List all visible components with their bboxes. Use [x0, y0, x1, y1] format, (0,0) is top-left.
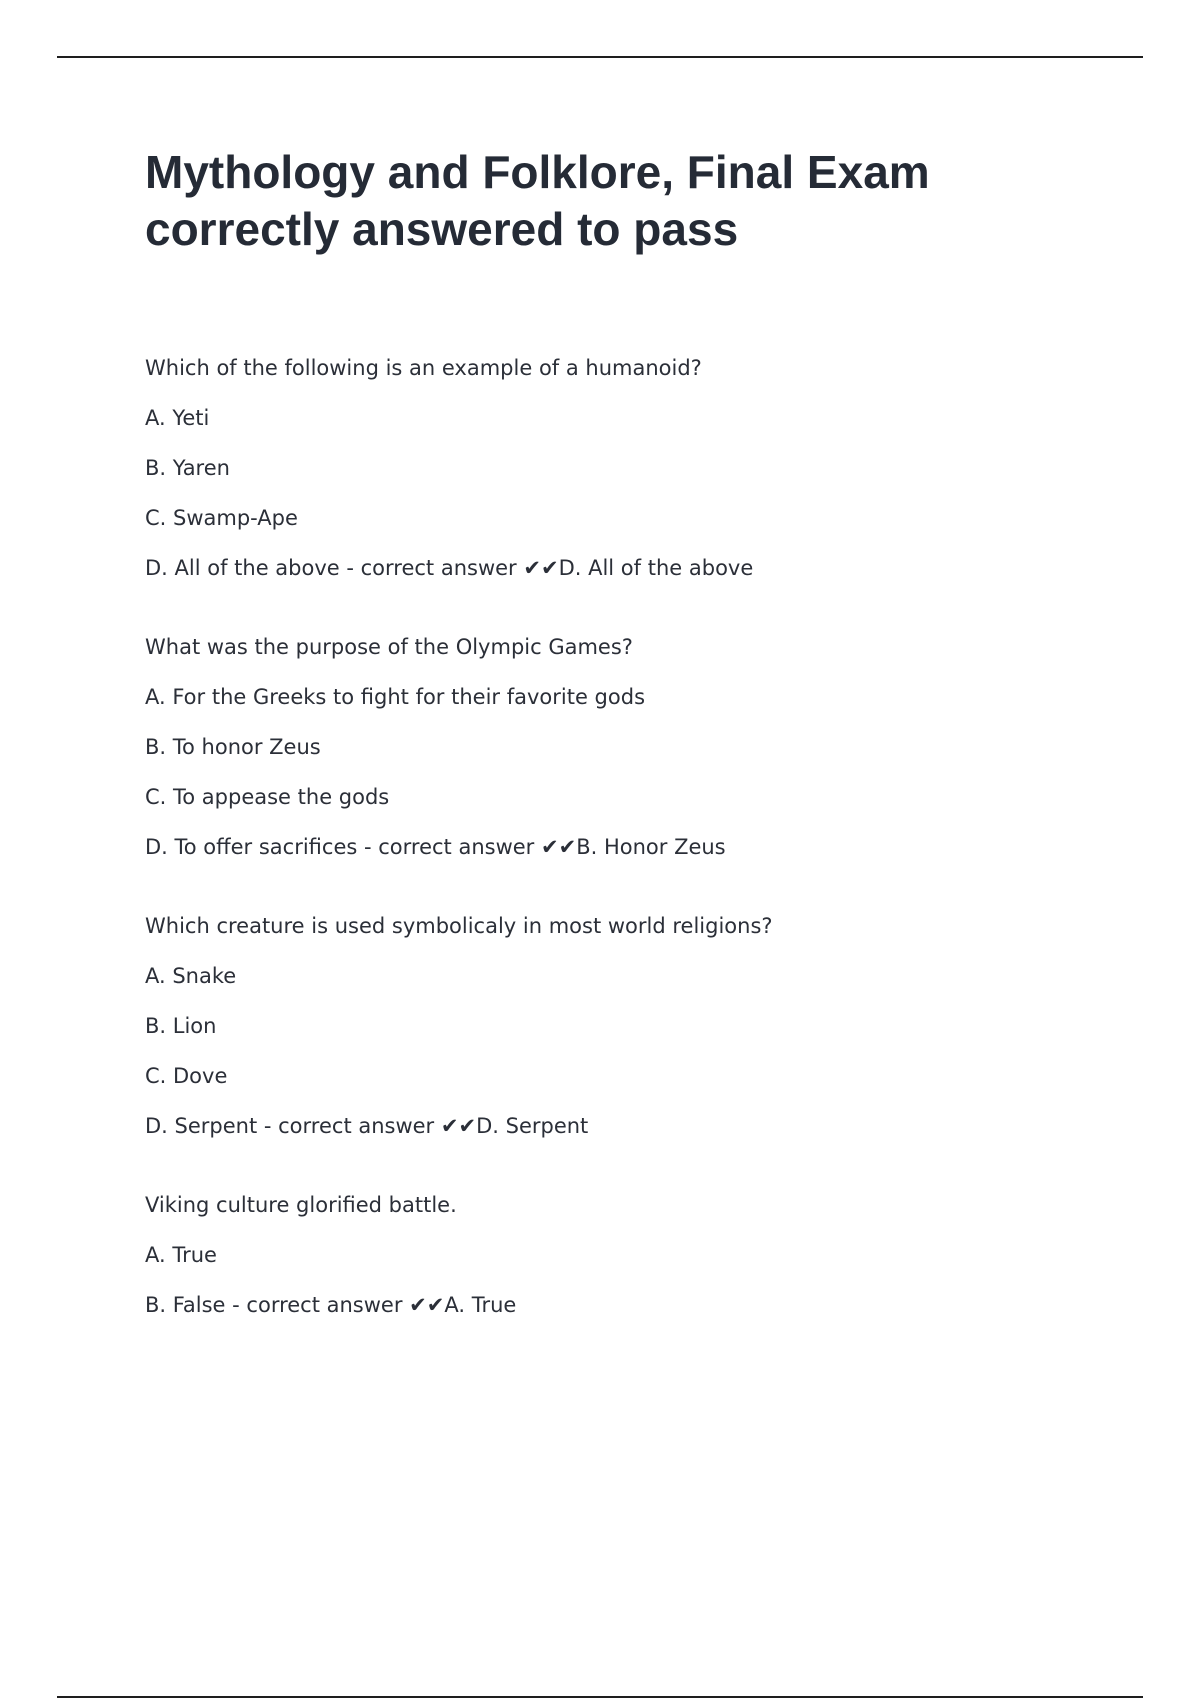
double-check-icon: ✔✔: [541, 835, 577, 859]
answer-marker: correct answer: [360, 556, 517, 580]
option-c: C. To appease the gods: [145, 785, 390, 809]
option-a: A. True: [145, 1243, 217, 1267]
question-prompt: Which of the following is an example of a humanoid?: [145, 356, 702, 380]
option-b: B. Lion: [145, 1014, 217, 1038]
option-d-with-answer: D. Serpent - correct answer ✔✔D. Serpent: [145, 1114, 589, 1138]
option-d-with-answer: D. All of the above - correct answer ✔✔D. All of the above: [145, 556, 754, 580]
correct-answer: A. True: [444, 1293, 517, 1317]
option-a: A. For the Greeks to fight for their favorite gods: [145, 685, 646, 709]
option-c: C. Swamp-Ape: [145, 506, 298, 530]
question-3: [145, 912, 1105, 1140]
answer-marker: correct answer: [246, 1293, 403, 1317]
correct-answer: D. Serpent: [476, 1114, 589, 1138]
question-2: [145, 633, 1105, 861]
option-a: A. Snake: [145, 964, 237, 988]
question-list: [145, 354, 1105, 1370]
answer-marker: correct answer: [378, 835, 535, 859]
option-d-with-answer: D. To offer sacrifices - correct answer ✔✔B. Honor Zeus: [145, 835, 726, 859]
header-rule: [57, 56, 1143, 58]
option-a: A. Yeti: [145, 406, 210, 430]
title-line-2: correctly answered to pass: [145, 203, 739, 255]
option-d: D. To offer sacrifices: [145, 835, 358, 859]
option-b: B. To honor Zeus: [145, 735, 321, 759]
correct-answer: B. Honor Zeus: [576, 835, 726, 859]
question-prompt: Which creature is used symbolicaly in most world religions?: [145, 914, 773, 938]
answer-marker: correct answer: [278, 1114, 435, 1138]
option-d: D. All of the above: [145, 556, 340, 580]
question-prompt: Viking culture glorified battle.: [145, 1193, 457, 1217]
title-line-1: Mythology and Folklore, Final Exam: [145, 146, 930, 198]
question-prompt: What was the purpose of the Olympic Games?: [145, 635, 633, 659]
option-c: C. Dove: [145, 1064, 228, 1088]
option-b-with-answer: B. False - correct answer ✔✔A. True: [145, 1293, 517, 1317]
option-d: D. Serpent: [145, 1114, 258, 1138]
document-title: [145, 144, 930, 258]
double-check-icon: ✔✔: [440, 1114, 477, 1138]
question-1: [145, 354, 1105, 582]
option-b: B. Yaren: [145, 456, 230, 480]
double-check-icon: ✔✔: [409, 1293, 445, 1317]
footer-rule: [57, 1696, 1143, 1698]
question-4: [145, 1191, 1105, 1319]
correct-answer: D. All of the above: [558, 556, 754, 580]
option-b: B. False: [145, 1293, 226, 1317]
double-check-icon: ✔✔: [523, 556, 559, 580]
